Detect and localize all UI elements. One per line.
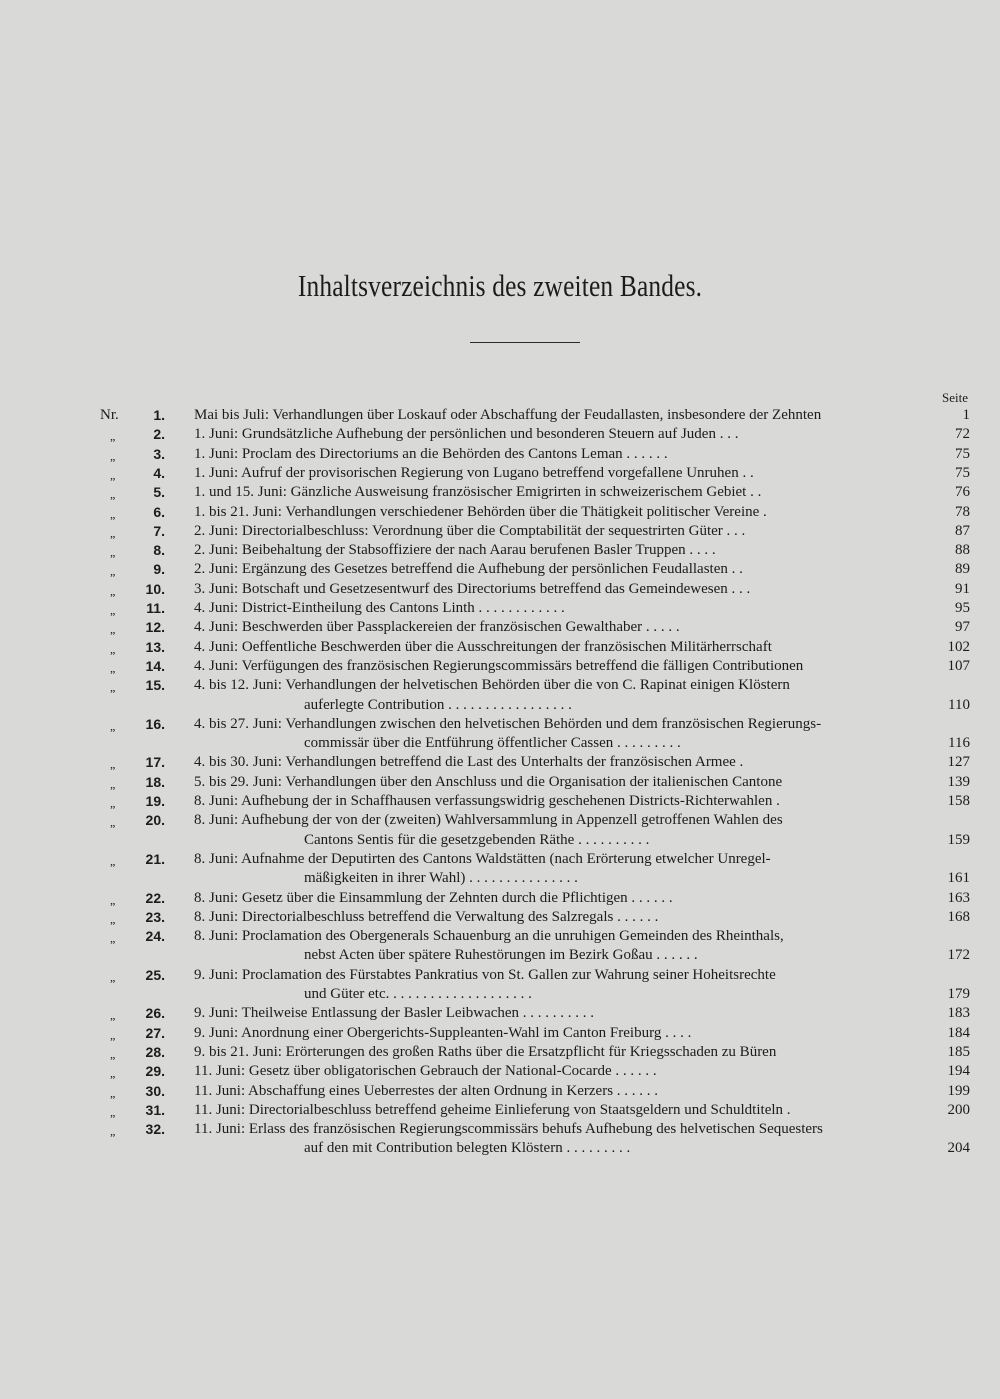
entry-page-number: 127 [947, 754, 970, 771]
entry-title: 4. Juni: Oeffentliche Beschwerden über die Ausschreitungen der französischen Militärherrschaft [194, 638, 772, 655]
entry-page-number: 87 [955, 522, 970, 539]
toc-entry-line [0, 657, 1000, 676]
entry-title: Mai bis Juli: Verhandlungen über Loskauf oder Abschaffung der Feudallasten, insbesondere der Zehnten [194, 407, 822, 423]
title-divider [470, 342, 580, 343]
entry-title: 8. Juni: Aufhebung der von der (zweiten) Wahlversammlung in Appenzell getroffenen Wahlen des [194, 812, 783, 829]
entry-page-number: 91 [955, 580, 970, 597]
entry-page-number: 78 [955, 503, 970, 520]
entry-number: 19. [145, 793, 165, 809]
entry-title: auferlegte Contribution . . . . . . . . . . . . . . . . . [304, 696, 572, 713]
entry-number: 28. [145, 1043, 165, 1060]
toc-entry-line [0, 503, 1000, 522]
entry-title: 8. Juni: Gesetz über die Einsammlung der Zehnten durch die Pflichtigen . . . . . . [194, 889, 673, 906]
entry-title: 9. bis 21. Juni: Erörterungen des großen Raths über die Ersatzpflicht für Kriegsschaden zu Büren [194, 1043, 777, 1060]
entry-prefix: „ [110, 564, 116, 579]
entry-page-number: 168 [947, 908, 970, 925]
entry-prefix: „ [110, 757, 116, 772]
entry-prefix: „ [110, 622, 116, 637]
entry-prefix: „ [110, 1066, 116, 1081]
entry-title: 9. Juni: Theilweise Entlassung der Basler Leibwachen . . . . . . . . . . [194, 1005, 595, 1022]
entry-page-number: 185 [947, 1043, 970, 1060]
entry-number: 18. [145, 773, 165, 790]
toc-entry-line [0, 580, 1000, 599]
entry-number: 10. [145, 580, 165, 597]
entry-number: 15. [145, 677, 165, 694]
entry-number: 29. [145, 1063, 165, 1080]
toc-entry-line [0, 1101, 1000, 1120]
toc-entry-line [0, 734, 1000, 753]
toc-entry-line [0, 850, 1000, 869]
entry-prefix: „ [110, 660, 116, 675]
entry-prefix: „ [110, 448, 116, 463]
toc-entry-line [0, 638, 1000, 657]
entry-prefix: „ [110, 796, 116, 810]
entry-prefix: „ [110, 545, 116, 560]
entry-page-number: 1 [962, 407, 970, 423]
entry-page-number: 200 [947, 1101, 970, 1118]
entry-title: 4. bis 12. Juni: Verhandlungen der helvetischen Behörden über die von C. Rapinat einigen Klöstern [194, 677, 790, 694]
toc-entry-line [0, 618, 1000, 637]
entry-number: 23. [145, 908, 165, 925]
entry-title: und Güter etc. . . . . . . . . . . . . . . . . . . . [304, 986, 532, 1002]
entry-number: 16. [145, 715, 165, 732]
entry-prefix: „ [110, 969, 116, 984]
entry-title: 4. bis 27. Juni: Verhandlungen zwischen den helvetischen Behörden und dem französischen Regierungs- [194, 715, 822, 732]
toc-entry-line [0, 1120, 1000, 1139]
entry-prefix: „ [110, 487, 116, 502]
entry-prefix: „ [110, 641, 116, 656]
entry-title: 1. Juni: Grundsätzliche Aufhebung der persönlichen und besonderen Steuern auf Juden . . . [194, 426, 739, 443]
entry-prefix: „ [110, 429, 116, 444]
toc-entry-line [0, 985, 1000, 1004]
entry-prefix: „ [110, 776, 116, 791]
entry-title: 1. Juni: Proclam des Directoriums an die Behörden des Cantons Leman . . . . . . [194, 445, 668, 462]
entry-number: 20. [145, 812, 165, 829]
entry-title: 11. Juni: Directorialbeschluss betreffend geheime Einlieferung von Staatsgeldern und Schuldtiteln . [194, 1101, 791, 1118]
entry-page-number: 161 [947, 870, 970, 887]
toc-entry-line [0, 425, 1000, 444]
entry-number: 13. [145, 638, 165, 655]
entry-page-number: 110 [948, 696, 970, 713]
entry-title: 4. Juni: District-Eintheilung des Cantons Linth . . . . . . . . . . . . [194, 600, 565, 616]
entry-prefix: „ [110, 1046, 116, 1061]
toc-entry-line [0, 541, 1000, 560]
toc-entry-line [0, 464, 1000, 483]
entry-page-number: 102 [947, 638, 970, 655]
entry-page-number: 199 [947, 1082, 970, 1099]
entry-prefix: „ [110, 815, 116, 830]
entry-number: 14. [145, 657, 165, 674]
entry-page-number: 159 [947, 831, 970, 848]
entry-number: 4. [153, 464, 165, 481]
entry-title: 11. Juni: Abschaffung eines Ueberrestes der alten Ordnung in Kerzers . . . . . . [194, 1082, 659, 1099]
entry-prefix: „ [110, 506, 116, 521]
toc-entry-line [0, 715, 1000, 734]
entry-title: 5. bis 29. Juni: Verhandlungen über den Anschluss und die Organisation der italienischen Cantone [194, 773, 783, 790]
toc-entry-line [0, 869, 1000, 888]
toc-entry-line [0, 773, 1000, 792]
entry-number: 9. [153, 561, 165, 578]
toc-entry-line [0, 406, 1000, 425]
entry-prefix: „ [110, 892, 116, 907]
entry-number: 7. [153, 522, 165, 539]
entry-page-number: 194 [947, 1063, 970, 1080]
entry-page-number: 107 [947, 657, 970, 674]
entry-page-number: 76 [955, 484, 970, 501]
toc-entry-line [0, 483, 1000, 502]
toc-entry-line [0, 889, 1000, 908]
toc-entry-line [0, 445, 1000, 464]
entry-number: 30. [145, 1082, 165, 1099]
entry-page-number: 75 [955, 464, 970, 481]
entry-title: 4. bis 30. Juni: Verhandlungen betreffend die Last des Unterhalts der französischen Armee . [194, 754, 744, 771]
entry-prefix: „ [110, 1085, 116, 1100]
toc-entry-line [0, 753, 1000, 772]
entry-prefix: „ [110, 931, 116, 946]
entry-title: commissär über die Entführung öffentlicher Cassen . . . . . . . . . [304, 735, 681, 752]
toc-entry-line [0, 1139, 1000, 1158]
entry-page-number: 97 [955, 619, 970, 636]
toc-entry-line [0, 696, 1000, 715]
entry-page-number: 95 [955, 600, 970, 616]
entry-number: 21. [145, 850, 165, 867]
toc-entry-line [0, 831, 1000, 850]
entry-title: 2. Juni: Beibehaltung der Stabsoffiziere der nach Aarau berufenen Basler Truppen . . . . [194, 542, 716, 559]
entry-page-number: 172 [947, 947, 970, 964]
toc-entry-line [0, 946, 1000, 965]
entry-prefix: „ [110, 718, 116, 733]
entry-number: 17. [145, 754, 165, 771]
entry-number: 6. [153, 503, 165, 520]
entry-title: nebst Acten über spätere Ruhestörungen im Bezirk Goßau . . . . . . [304, 947, 698, 964]
toc-entry-line [0, 599, 1000, 618]
entry-number: 27. [145, 1024, 165, 1041]
entry-number: 25. [145, 966, 165, 983]
entry-page-number: 139 [947, 773, 970, 790]
entry-prefix: „ [110, 1104, 116, 1119]
entry-prefix: „ [110, 853, 116, 868]
entry-number: 8. [153, 542, 165, 559]
entry-prefix: „ [110, 603, 116, 617]
entry-title: 2. Juni: Directorialbeschluss: Verordnung über die Comptabilität der sequestrirten Güter . . . [194, 522, 746, 539]
toc-entry-line [0, 522, 1000, 541]
entry-number: 26. [145, 1005, 165, 1022]
entry-page-number: 89 [955, 561, 970, 578]
entry-page-number: 183 [947, 1005, 970, 1022]
entry-title: mäßigkeiten in ihrer Wahl) . . . . . . . . . . . . . . . [304, 870, 578, 887]
toc-entry-line [0, 560, 1000, 579]
entry-number: 31. [145, 1101, 165, 1118]
toc-entry-line [0, 1043, 1000, 1062]
entry-prefix: Nr. [100, 407, 119, 423]
entry-page-number: 184 [947, 1024, 970, 1041]
entry-number: 2. [153, 426, 165, 443]
toc-entry-line [0, 1062, 1000, 1081]
toc-entry-line [0, 1082, 1000, 1101]
entry-title: 1. bis 21. Juni: Verhandlungen verschiedener Behörden über die Thätigkeit politischer Vereine . [194, 503, 767, 520]
entry-page-number: 179 [947, 986, 970, 1002]
entry-number: 5. [153, 484, 165, 501]
page-column-header: Seite [942, 390, 968, 405]
entry-title: 3. Juni: Botschaft und Gesetzesentwurf des Directoriums betreffend das Gemeindewesen . . . [194, 580, 751, 597]
entry-title: Cantons Sentis für die gesetzgebenden Räthe . . . . . . . . . . [304, 831, 650, 848]
toc-entry-line [0, 927, 1000, 946]
entry-page-number: 116 [948, 735, 970, 752]
entry-number: 32. [145, 1121, 165, 1138]
entry-number: 1. [153, 407, 165, 423]
entry-page-number: 204 [947, 1140, 970, 1157]
entry-number: 11. [146, 600, 165, 616]
entry-number: 24. [145, 928, 165, 945]
entry-page-number: 163 [947, 889, 970, 906]
entry-number: 3. [153, 445, 165, 462]
entry-title: 8. Juni: Directorialbeschluss betreffend die Verwaltung des Salzregals . . . . . . [194, 908, 659, 925]
entry-page-number: 158 [947, 793, 970, 809]
entry-title: 4. Juni: Beschwerden über Passplackereien der französischen Gewalthaber . . . . . [194, 619, 680, 636]
toc-entry-line [0, 1004, 1000, 1023]
entry-title: 11. Juni: Gesetz über obligatorischen Gebrauch der National-Cocarde . . . . . . [194, 1063, 657, 1080]
entry-title: 11. Juni: Erlass des französischen Regierungscommissärs behufs Aufhebung des helvetischen Sequesters [194, 1121, 823, 1138]
entry-prefix: „ [110, 1027, 116, 1042]
entry-prefix: „ [110, 525, 116, 540]
toc-entry-line [0, 966, 1000, 985]
page-title: Inhaltsverzeichnis des zweiten Bandes. [297, 268, 703, 303]
toc-entry-line [0, 792, 1000, 811]
entry-page-number: 72 [955, 426, 970, 443]
entry-prefix: „ [110, 1008, 116, 1023]
entry-title: 4. Juni: Verfügungen des französischen Regierungscommissärs betreffend die fälligen Contributionen [194, 657, 804, 674]
entry-title: 8. Juni: Proclamation des Obergenerals Schauenburg an die unruhigen Gemeinden des Rheinthals, [194, 928, 784, 945]
toc-entry-line [0, 908, 1000, 927]
entry-prefix: „ [110, 680, 116, 695]
toc-entry-line [0, 1024, 1000, 1043]
entry-title: auf den mit Contribution belegten Klöstern . . . . . . . . . [304, 1140, 631, 1157]
entry-prefix: „ [110, 911, 116, 926]
entry-page-number: 75 [955, 445, 970, 462]
entry-title: 8. Juni: Aufnahme der Deputirten des Cantons Waldstätten (nach Erörterung etwelcher Unregel- [194, 850, 771, 867]
entry-title: 2. Juni: Ergänzung des Gesetzes betreffend die Aufhebung der persönlichen Feudallasten . . [194, 561, 743, 578]
toc-entry-line [0, 676, 1000, 695]
entry-title: 1. und 15. Juni: Gänzliche Ausweisung französischer Emigrirten in schweizerischem Gebiet . . [194, 484, 762, 501]
entry-prefix: „ [110, 1124, 116, 1139]
entry-title: 9. Juni: Proclamation des Fürstabtes Pankratius von St. Gallen zur Wahrung seiner Hoheitsrechte [194, 966, 776, 983]
entry-title: 8. Juni: Aufhebung der in Schaffhausen verfassungswidrig geschehenen Districts-Richterwahlen . [194, 793, 780, 809]
entry-title: 9. Juni: Anordnung einer Obergerichts-Suppleanten-Wahl im Canton Freiburg . . . . [194, 1024, 692, 1041]
entry-title: 1. Juni: Aufruf der provisorischen Regierung von Lugano betreffend vorgefallene Unruhen . . [194, 464, 754, 481]
entry-prefix: „ [110, 467, 116, 482]
entry-number: 22. [145, 889, 165, 906]
toc-entry-line [0, 811, 1000, 830]
entry-page-number: 88 [955, 542, 970, 559]
entry-prefix: „ [110, 583, 116, 598]
entry-number: 12. [145, 619, 165, 636]
